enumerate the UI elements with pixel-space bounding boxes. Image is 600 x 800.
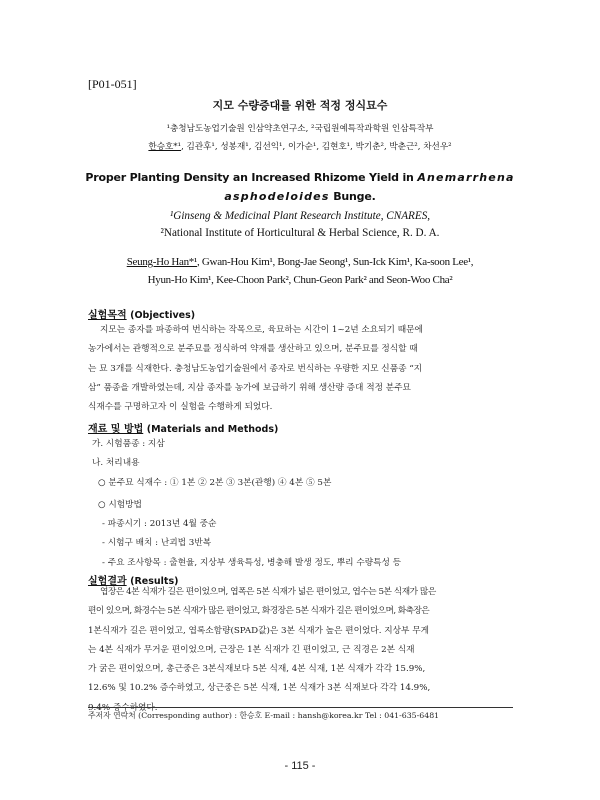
footnote-divider	[88, 707, 513, 708]
title-english	[60, 168, 540, 206]
page-number: - 115 -	[284, 760, 316, 772]
results-line: 편이 있으며, 화경수는 5본 식재가 많은 편이었고, 화경장은 5본 식재가 길은 편이었으며, 화축장은	[88, 606, 430, 617]
title-english-authority: Bunge.	[329, 190, 376, 203]
methods-item: - 주요 조사항목 : 출현율, 지상부 생육특성, 병충해 발생 정도, 뿌리 수량특성 등	[102, 557, 402, 568]
affiliation-english	[0, 208, 600, 242]
authors-korean	[0, 140, 600, 152]
results-heading-en: (Results)	[130, 576, 179, 587]
methods-item: - 시험구 배치 : 난괴법 3반복	[102, 538, 212, 549]
title-english-species: asphodeloides	[224, 190, 330, 203]
title-english-part1: Proper Planting Density an Increased Rhizome Yield in	[85, 171, 418, 184]
affiliation-korean: ¹충청남도농업기술원 인삼약초연구소, ²국립원예특작과학원 인삼특작부	[166, 124, 434, 134]
objectives-text	[88, 321, 513, 417]
results-heading-ko: 실험결과	[88, 576, 127, 587]
lead-author-korean: 한승호*¹	[148, 142, 182, 152]
results-text	[88, 583, 513, 718]
objectives-heading-en: (Objectives)	[130, 310, 196, 321]
results-line: 는 4본 식재가 무거운 편이었으며, 근장은 1본 식재가 긴 편이었고, 근 직경은 2본 식재	[88, 644, 415, 655]
methods-item: 가. 시험품종 : 지삼	[92, 439, 165, 449]
title-english-genus: Anemarrhena	[417, 171, 515, 184]
coauthors-english-line1: , Gwan-Hou Kim¹, Bong-Jae Seong¹, Sun-Ick Kim¹, Ka-soon Lee¹,	[197, 256, 474, 268]
results-line: 1본식재가 길은 편이었고, 엽록소함량(SPAD값)은 3본 식재가 높은 편이었다. 지상부 무게	[88, 625, 429, 636]
objectives-heading	[88, 306, 195, 321]
corresponding-author-footnote: 주저자 연락처 (Corresponding author) : 한승호 E-mail : hansh@korea.kr Tel : 041-635-6481	[88, 711, 440, 720]
methods-item: ○ 분주묘 식재수 : ① 1본 ② 2본 ③ 3본(관행) ④ 4본 ⑤ 5본	[98, 477, 332, 488]
methods-heading	[88, 420, 278, 435]
coauthors-korean: , 김관후¹, 성봉재¹, 김선익¹, 이가순¹, 김현호¹, 박기춘², 박춘근², 차선우²	[181, 142, 452, 152]
objectives-line: 지모는 종자를 파종하여 번식하는 작목으로, 육묘하는 시간이 1~2년 소요되기 때문에	[100, 325, 423, 335]
lead-author-english: Seung-Ho Han*¹	[126, 256, 197, 268]
methods-item: - 파종시기 : 2013년 4월 중순	[102, 519, 217, 530]
affiliation-english-2: ²National Institute of Horticultural & Herbal Science, R. D. A.	[160, 227, 440, 239]
coauthors-english-line2: Hyun-Ho Kim¹, Kee-Choon Park², Chun-Geon Park² and Seon-Woo Cha²	[147, 274, 453, 286]
authors-english	[0, 253, 600, 289]
results-line: 9.4% 증수하였다.	[88, 702, 158, 713]
objectives-line: 삼” 품종을 개발하였는데, 지삼 종자를 농가에 보급하기 위해 생산량 증대 적정 분주묘	[88, 382, 411, 393]
methods-heading-en: (Materials and Methods)	[146, 424, 279, 435]
methods-item: ○ 시험방법	[98, 499, 142, 510]
methods-item: 나. 처리내용	[92, 458, 140, 469]
objectives-line: 식재수를 구명하고자 이 실험을 수행하게 되었다.	[88, 402, 273, 413]
objectives-line: 는 묘 3개를 식재한다. 충청남도농업기술원에서 종자로 번식하는 우량한 지모 신품종 “지	[88, 363, 423, 374]
objectives-heading-ko: 실험목적	[88, 310, 127, 321]
methods-list	[88, 435, 401, 573]
affiliation-english-1: ¹Ginseng & Medicinal Plant Research Institute, CNARES,	[169, 210, 431, 222]
objectives-line: 농가에서는 관행적으로 분주묘를 정식하여 약재를 생산하고 있으며, 분주묘를 정식할 때	[88, 344, 418, 355]
results-line: 가 굵은 편이었으며, 총근중은 3본식재보다 5본 식재, 4본 식재, 1본 식재가 각각 15.9%,	[88, 664, 426, 675]
results-line: 엽장은 4본 식재가 길은 편이었으며, 엽폭은 5본 식재가 넓은 편이었고, 엽수는 5본 식재가 많은	[100, 587, 436, 597]
results-line: 12.6% 및 10.2% 증수하였고, 상근중은 5본 식재, 1본 식재가 3본 식재보다 각각 14.9%,	[88, 683, 431, 694]
methods-heading-ko: 재료 및 방법	[88, 424, 144, 435]
abstract-code: [P01-051]	[88, 77, 137, 91]
title-korean: 지모 수량증대를 위한 적정 정식묘수	[212, 99, 388, 112]
